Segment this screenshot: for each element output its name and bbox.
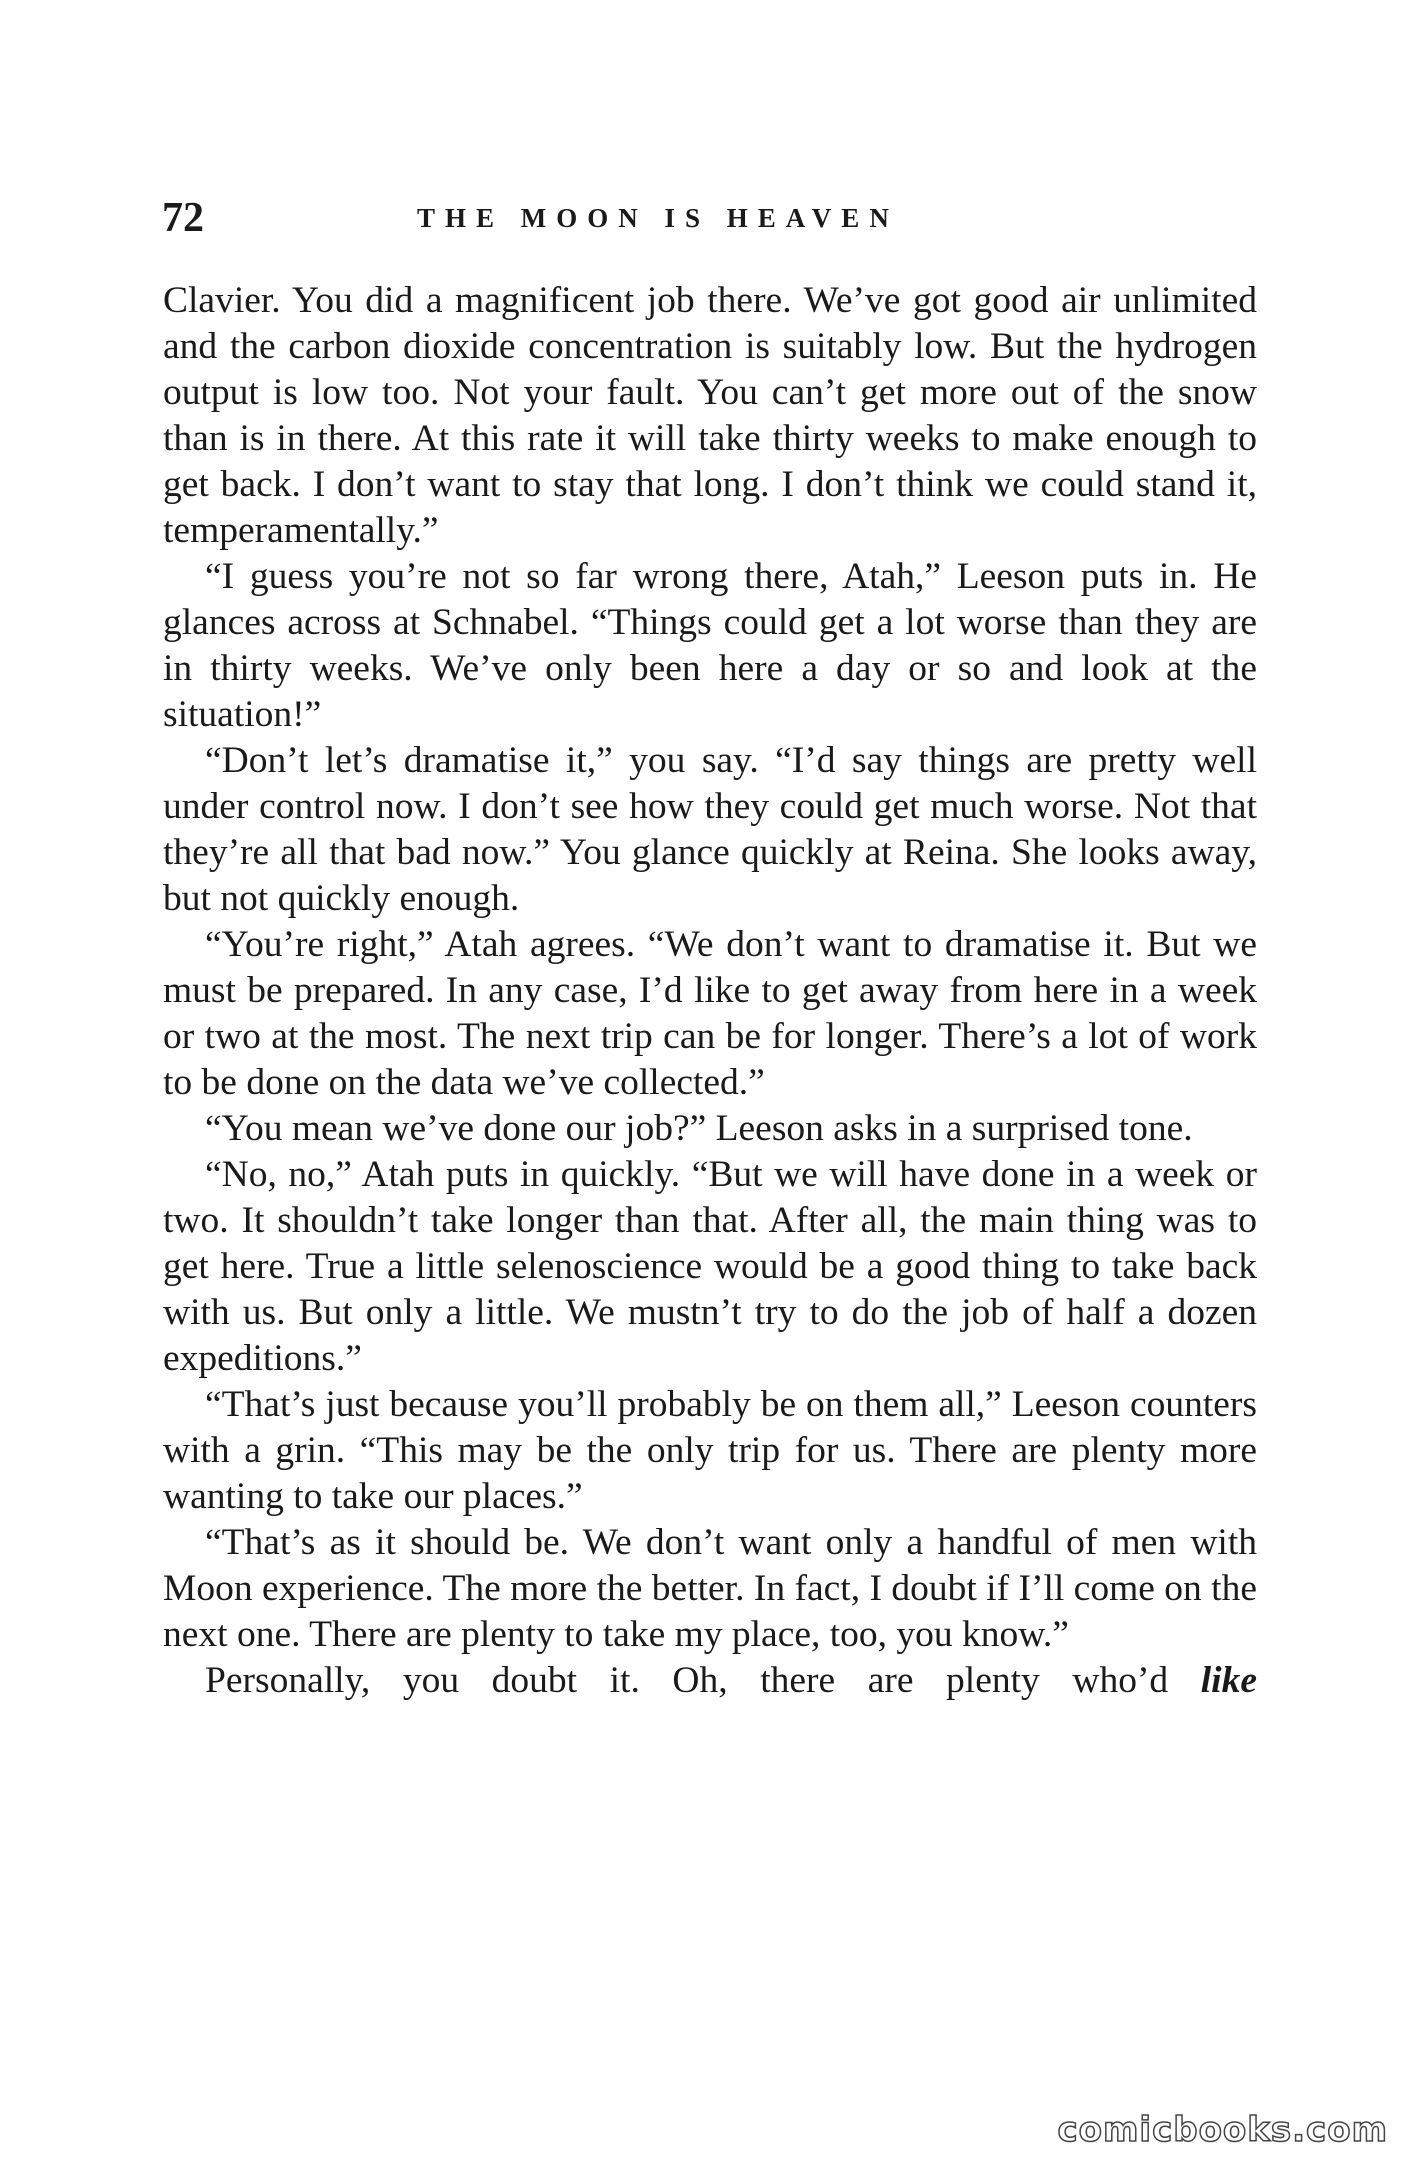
page-number: 72 [162, 195, 204, 241]
paragraph: “You’re right,” Atah agrees. “We don’t want to dramatise it. But we must be prepared. In any case, I’d like to get away from here in a week or two at the most. The next trip can be for longer. There’s a lot of work to be done on the data we’ve collected.” [163, 924, 1257, 1103]
watermark-logo: comicbooks.com [1057, 2110, 1388, 2150]
page-header [162, 188, 1262, 248]
paragraph: “You mean we’ve done our job?” Leeson asks in a surprised tone. [205, 1108, 1193, 1149]
paragraph-last [163, 1658, 1257, 1704]
emphasis-word: like [1200, 1660, 1257, 1701]
paragraph: “That’s just because you’ll probably be on them all,” Leeson counters with a grin. “This may be the only trip for us. There are plenty more wanting to take our places.” [163, 1384, 1257, 1517]
paragraph: “No, no,” Atah puts in quickly. “But we will have done in a week or two. It shouldn’t take longer than that. After all, the main thing was to get here. True a little selenoscience would be a good thing to take back with us. But only a little. We mustn’t try to do the job of half a dozen expeditions.” [163, 1154, 1257, 1379]
paragraph: Clavier. You did a magnificent job there. We’ve got good air unlimited and the carbon dioxide concentration is suitably low. But the hydrogen output is low too. Not your fault. You can’t get more out of the snow than is in there. At this rate it will take thirty weeks to make enough to get back. I don’t want to stay that long. I don’t think we could stand it, temperamentally.” [163, 280, 1257, 551]
paragraph: “That’s as it should be. We don’t want only a handful of men with Moon experience. The more the better. In fact, I doubt if I’ll come on the next one. There are plenty to take my place, too, you know.” [163, 1522, 1257, 1655]
paragraph: “I guess you’re not so far wrong there, Atah,” Leeson puts in. He glances across at Schnabel. “Things could get a lot worse than they are in thirty weeks. We’ve only been here a day or so and look at the situation!” [163, 556, 1257, 735]
body-text [163, 278, 1257, 1704]
running-title: THE MOON IS HEAVEN [417, 203, 899, 233]
paragraph: “Don’t let’s dramatise it,” you say. “I’d say things are pretty well under control now. I don’t see how they could get much worse. Not that they’re all that bad now.” You glance quickly at Reina. She looks away, but not quickly enough. [163, 740, 1257, 919]
paragraph-last-text: Personally, you doubt it. Oh, there are plenty who’d [205, 1660, 1201, 1701]
